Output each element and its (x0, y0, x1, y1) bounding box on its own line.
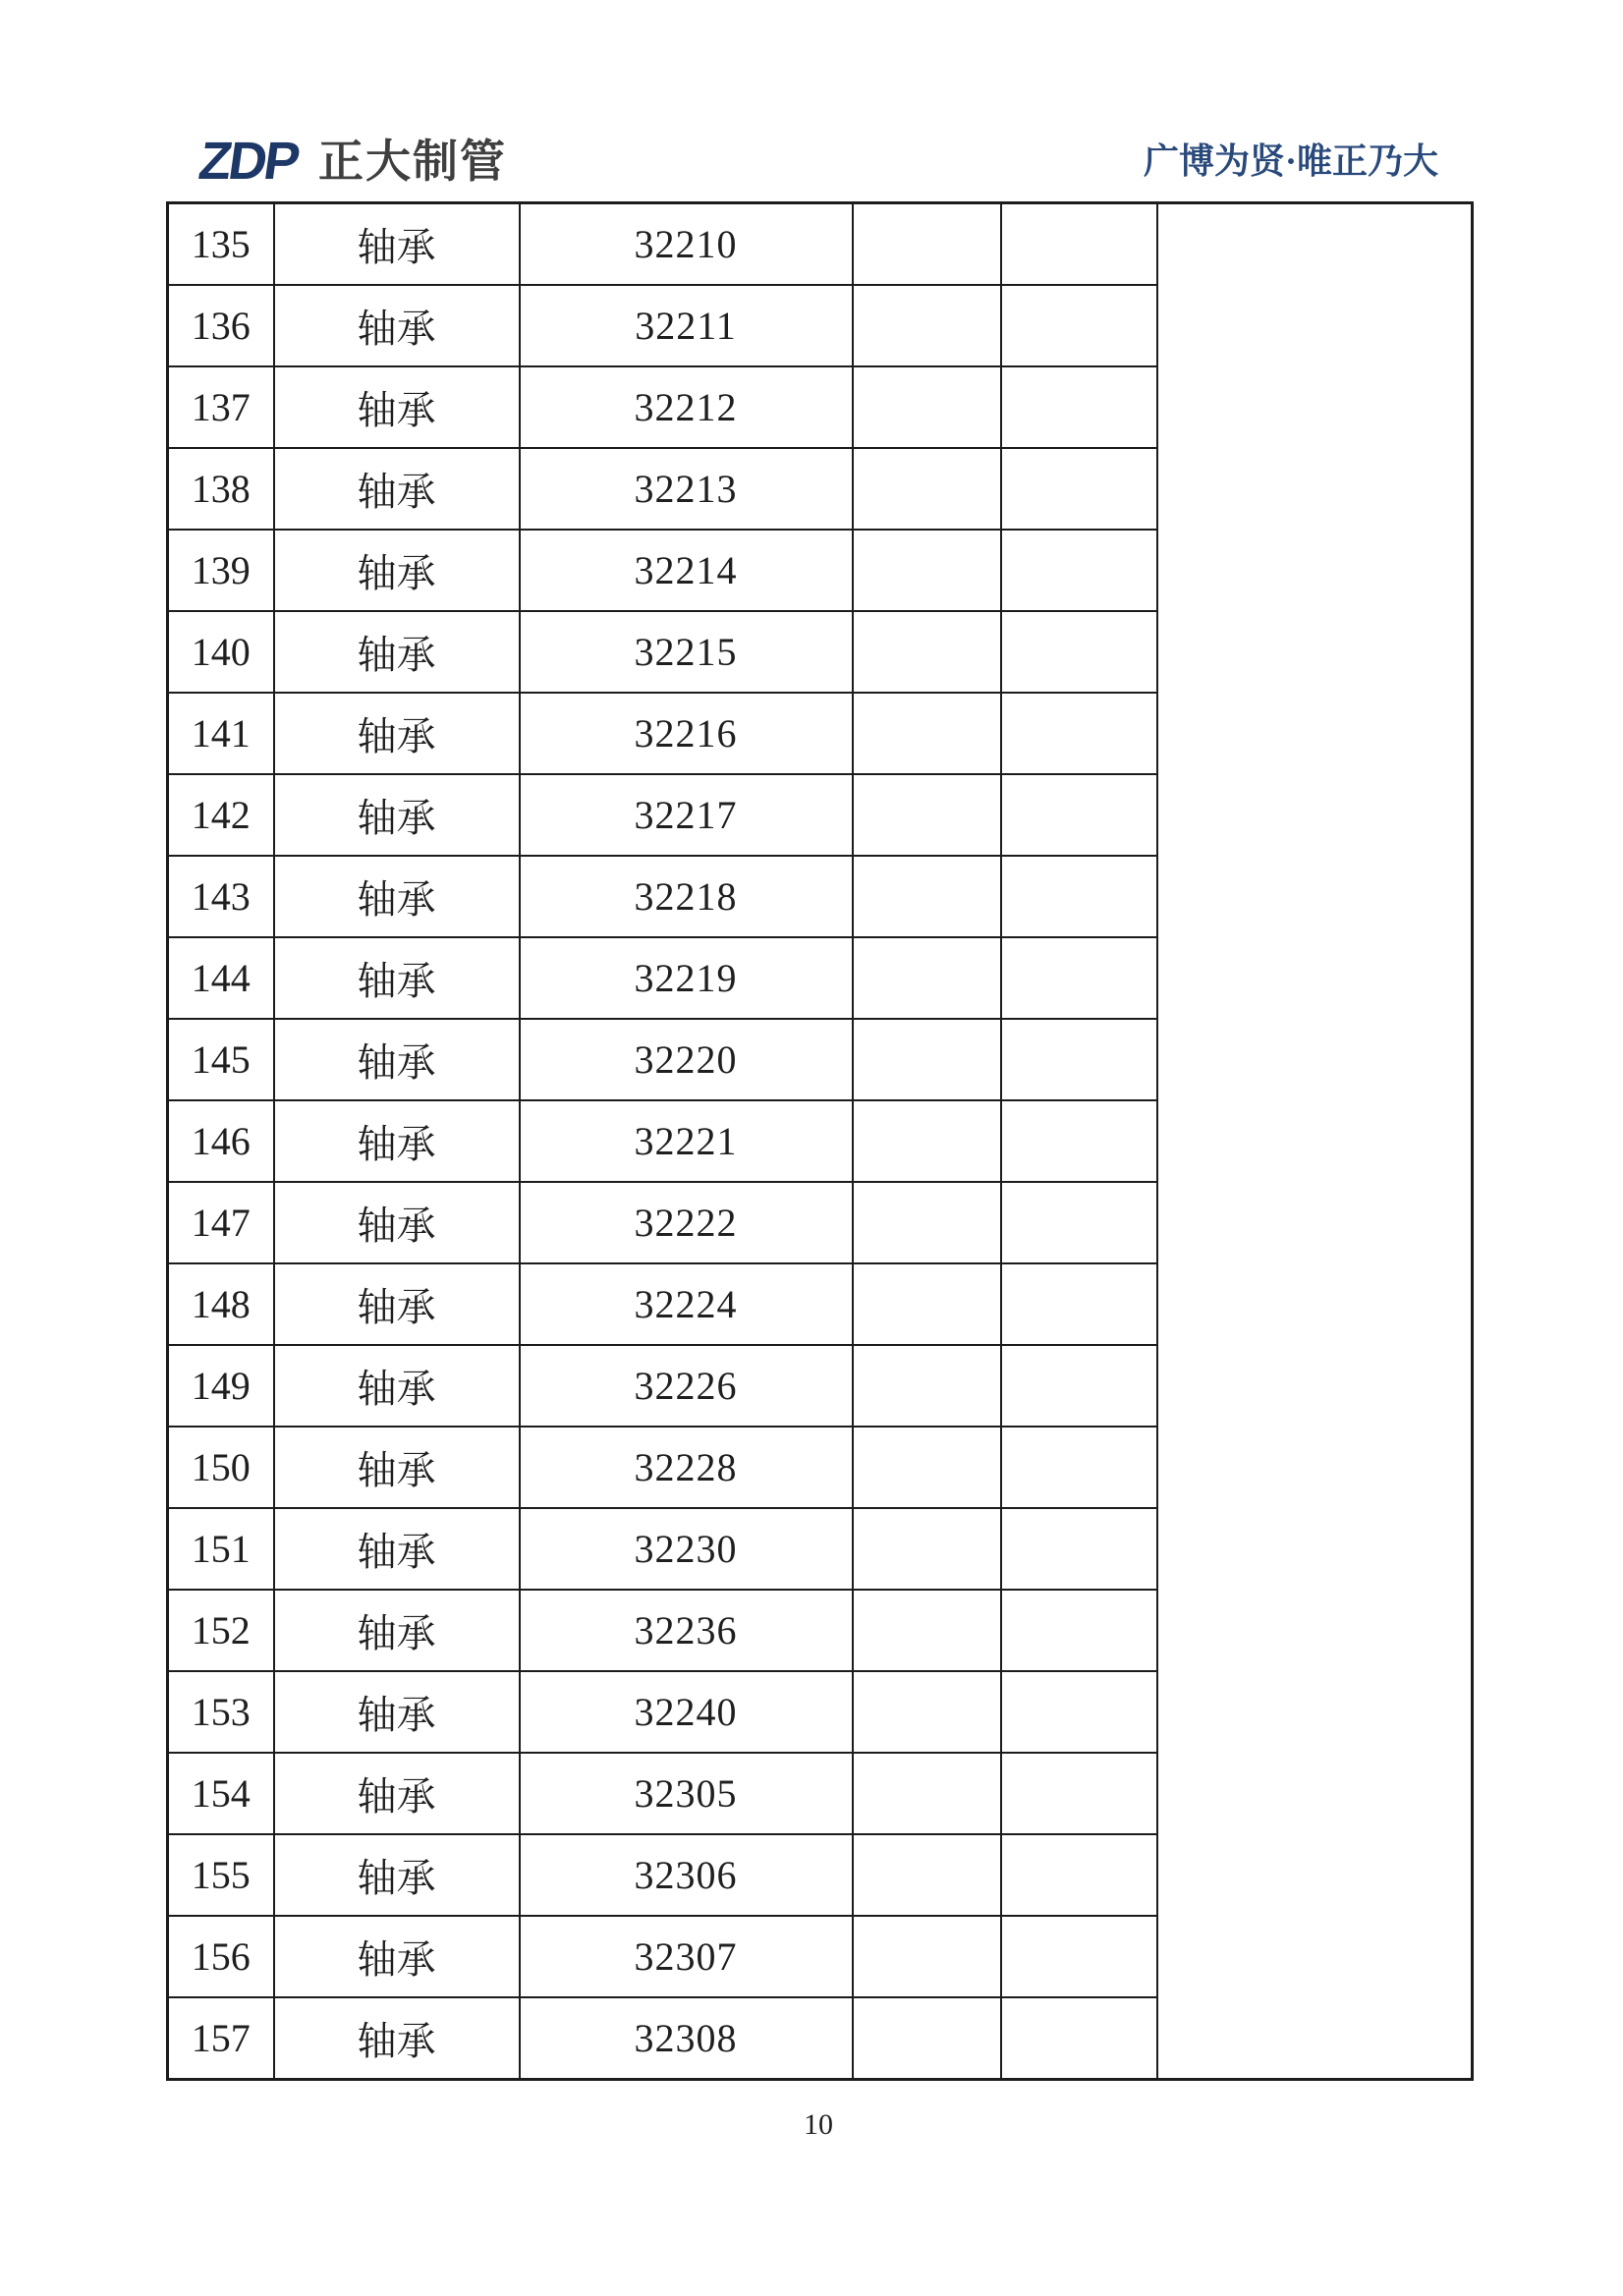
row-index-cell: 140 (168, 611, 274, 693)
empty-cell-a (853, 1427, 1001, 1508)
model-number-cell: 32212 (520, 366, 853, 448)
model-number-cell: 32240 (520, 1671, 853, 1753)
empty-cell-a (853, 530, 1001, 611)
row-index-cell: 150 (168, 1427, 274, 1508)
part-name-cell: 轴承 (274, 1834, 520, 1916)
empty-cell-a (853, 1263, 1001, 1345)
part-name-cell: 轴承 (274, 1508, 520, 1590)
empty-cell-b (1001, 448, 1157, 530)
empty-cell-a (853, 1753, 1001, 1834)
model-number-cell: 32221 (520, 1100, 853, 1182)
empty-cell-b (1001, 1671, 1157, 1753)
empty-cell-b (1001, 693, 1157, 774)
empty-cell-b (1001, 1100, 1157, 1182)
empty-cell-a (853, 1590, 1001, 1671)
empty-cell-a (853, 366, 1001, 448)
empty-cell-b (1001, 1997, 1157, 2080)
model-number-cell: 32224 (520, 1263, 853, 1345)
part-name-cell: 轴承 (274, 1590, 520, 1671)
empty-cell-a (853, 285, 1001, 366)
row-index-cell: 138 (168, 448, 274, 530)
empty-cell-b (1001, 1916, 1157, 1997)
row-index-cell: 135 (168, 203, 274, 286)
empty-cell-b (1001, 285, 1157, 366)
empty-cell-b (1001, 1182, 1157, 1263)
model-number-cell: 32214 (520, 530, 853, 611)
empty-cell-a (853, 774, 1001, 856)
row-index-cell: 156 (168, 1916, 274, 1997)
model-number-cell: 32215 (520, 611, 853, 693)
row-index-cell: 151 (168, 1508, 274, 1590)
part-name-cell: 轴承 (274, 937, 520, 1019)
empty-cell-a (853, 1100, 1001, 1182)
part-name-cell: 轴承 (274, 1263, 520, 1345)
empty-cell-b (1001, 937, 1157, 1019)
part-name-cell: 轴承 (274, 366, 520, 448)
row-index-cell: 144 (168, 937, 274, 1019)
empty-cell-a (853, 611, 1001, 693)
model-number-cell: 32217 (520, 774, 853, 856)
empty-cell-a (853, 1671, 1001, 1753)
part-name-cell: 轴承 (274, 1916, 520, 1997)
empty-cell-a (853, 203, 1001, 286)
row-index-cell: 153 (168, 1671, 274, 1753)
empty-cell-a (853, 693, 1001, 774)
empty-cell-b (1001, 1590, 1157, 1671)
part-name-cell: 轴承 (274, 611, 520, 693)
row-index-cell: 154 (168, 1753, 274, 1834)
empty-cell-b (1001, 203, 1157, 286)
part-name-cell: 轴承 (274, 1182, 520, 1263)
zdp-logo: ZDP (195, 132, 302, 191)
page-header-left (195, 132, 507, 191)
company-slogan: 广博为贤·唯正乃大 (1144, 141, 1439, 181)
empty-cell-a (853, 1997, 1001, 2080)
model-number-cell: 32308 (520, 1997, 853, 2080)
company-name: 正大制管 (318, 136, 507, 187)
part-name-cell: 轴承 (274, 693, 520, 774)
part-name-cell: 轴承 (274, 1997, 520, 2080)
empty-cell-b (1001, 1345, 1157, 1427)
row-index-cell: 141 (168, 693, 274, 774)
row-index-cell: 149 (168, 1345, 274, 1427)
model-number-cell: 32216 (520, 693, 853, 774)
empty-cell-a (853, 1916, 1001, 1997)
model-number-cell: 32226 (520, 1345, 853, 1427)
empty-cell-b (1001, 1263, 1157, 1345)
row-index-cell: 145 (168, 1019, 274, 1100)
empty-cell-a (853, 1508, 1001, 1590)
notes-merged-cell (1157, 203, 1473, 2080)
row-index-cell: 137 (168, 366, 274, 448)
empty-cell-a (853, 1182, 1001, 1263)
row-index-cell: 157 (168, 1997, 274, 2080)
model-number-cell: 32218 (520, 856, 853, 937)
row-index-cell: 142 (168, 774, 274, 856)
model-number-cell: 32220 (520, 1019, 853, 1100)
empty-cell-b (1001, 1427, 1157, 1508)
empty-cell-b (1001, 774, 1157, 856)
empty-cell-b (1001, 1753, 1157, 1834)
model-number-cell: 32305 (520, 1753, 853, 1834)
empty-cell-b (1001, 1834, 1157, 1916)
model-number-cell: 32219 (520, 937, 853, 1019)
empty-cell-b (1001, 1508, 1157, 1590)
row-index-cell: 147 (168, 1182, 274, 1263)
empty-cell-b (1001, 1019, 1157, 1100)
part-name-cell: 轴承 (274, 285, 520, 366)
empty-cell-a (853, 1019, 1001, 1100)
part-name-cell: 轴承 (274, 1100, 520, 1182)
model-number-cell: 32236 (520, 1590, 853, 1671)
empty-cell-b (1001, 856, 1157, 937)
part-name-cell: 轴承 (274, 856, 520, 937)
row-index-cell: 155 (168, 1834, 274, 1916)
part-name-cell: 轴承 (274, 774, 520, 856)
model-number-cell: 32222 (520, 1182, 853, 1263)
empty-cell-a (853, 937, 1001, 1019)
table-row (168, 203, 1473, 286)
part-name-cell: 轴承 (274, 203, 520, 286)
row-index-cell: 139 (168, 530, 274, 611)
empty-cell-b (1001, 366, 1157, 448)
model-number-cell: 32210 (520, 203, 853, 286)
empty-cell-b (1001, 611, 1157, 693)
row-index-cell: 146 (168, 1100, 274, 1182)
parts-table (166, 201, 1474, 2081)
page-number: 10 (804, 2108, 833, 2141)
model-number-cell: 32211 (520, 285, 853, 366)
empty-cell-a (853, 856, 1001, 937)
row-index-cell: 143 (168, 856, 274, 937)
part-name-cell: 轴承 (274, 1753, 520, 1834)
model-number-cell: 32228 (520, 1427, 853, 1508)
empty-cell-a (853, 1834, 1001, 1916)
part-name-cell: 轴承 (274, 1671, 520, 1753)
part-name-cell: 轴承 (274, 1345, 520, 1427)
model-number-cell: 32230 (520, 1508, 853, 1590)
row-index-cell: 148 (168, 1263, 274, 1345)
row-index-cell: 152 (168, 1590, 274, 1671)
model-number-cell: 32307 (520, 1916, 853, 1997)
part-name-cell: 轴承 (274, 1427, 520, 1508)
model-number-cell: 32213 (520, 448, 853, 530)
empty-cell-a (853, 1345, 1001, 1427)
part-name-cell: 轴承 (274, 448, 520, 530)
part-name-cell: 轴承 (274, 1019, 520, 1100)
part-name-cell: 轴承 (274, 530, 520, 611)
empty-cell-b (1001, 530, 1157, 611)
row-index-cell: 136 (168, 285, 274, 366)
model-number-cell: 32306 (520, 1834, 853, 1916)
empty-cell-a (853, 448, 1001, 530)
